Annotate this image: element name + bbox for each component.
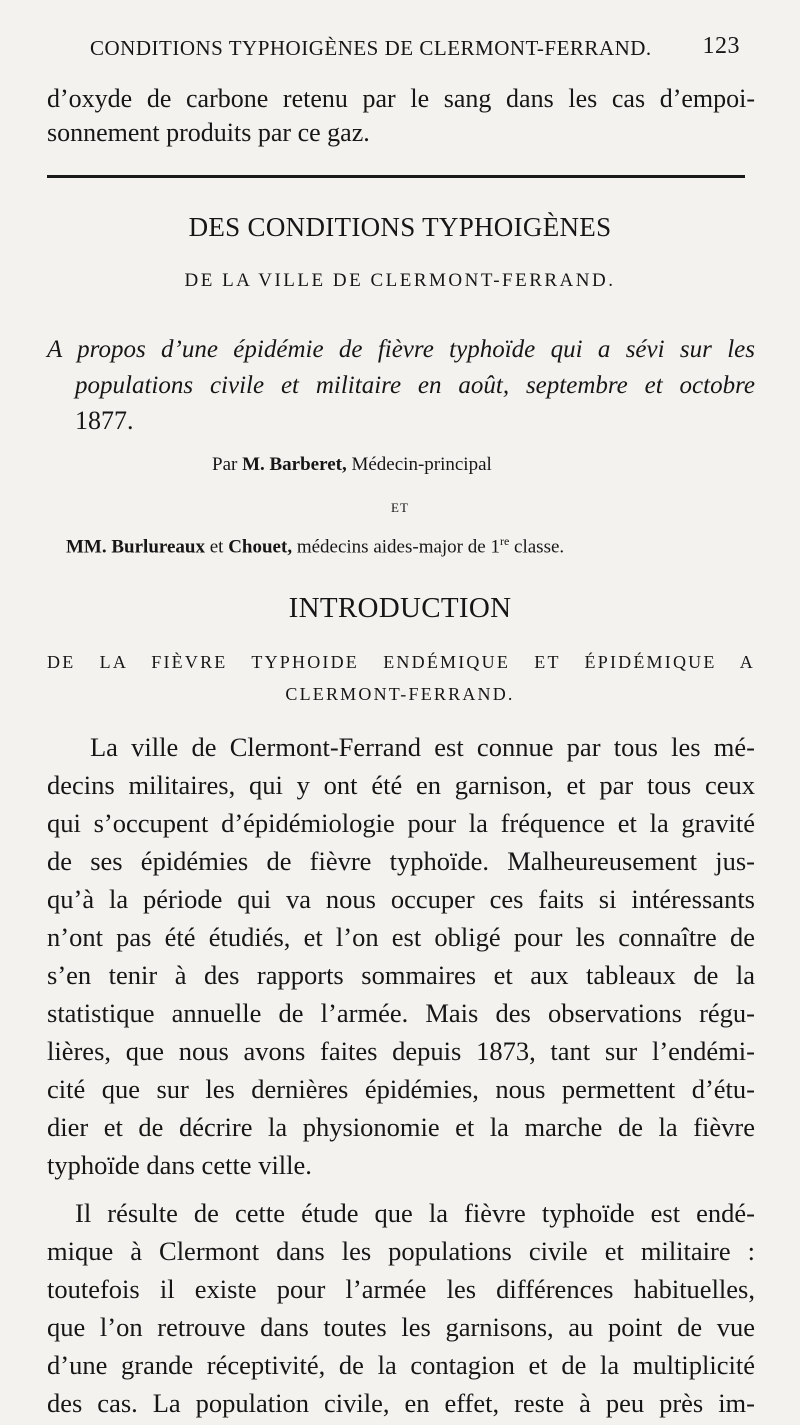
text-line: d’oxyde de carbone retenu par le sang dans les cas d’empoi- [47, 84, 755, 113]
byline-par: Par [212, 454, 238, 475]
text-line: de ses épidémies de fièvre typhoïde. Malheureusement jus- [47, 846, 755, 876]
text-line: Il résulte de cette étude que la fièvre typhoïde est endé- [75, 1198, 755, 1228]
section-title: INTRODUCTION [288, 592, 512, 624]
text-line: qui s’occupent d’épidémiologie pour la fréquence et la gravité [47, 808, 755, 838]
byline-secondary [66, 534, 564, 558]
text-line: decins militaires, qui y ont été en garnison, et par tous ceux [47, 770, 755, 800]
page-number: 123 [702, 33, 740, 59]
section-rule [47, 175, 745, 178]
text-line: lières, que nous avons faites depuis 1873, tant sur l’endémi- [47, 1036, 755, 1066]
article-title: DES CONDITIONS TYPHOIGÈNES [188, 212, 612, 242]
author-name: Chouet, [228, 536, 293, 558]
text-line: dier et de décrire la physionomie et la marche de la fièvre [47, 1112, 755, 1142]
section-subtitle-line: CLERMONT-FERRAND. [285, 684, 515, 704]
text-line: n’ont pas été étudiés, et l’on est obligé pour les connaître de [47, 922, 755, 952]
author-name: M. Barberet, [242, 454, 347, 475]
byline-conjunction: ET [391, 500, 409, 515]
author-name: MM. Burlureaux [66, 536, 205, 558]
text-line: des cas. La population civile, en effet, reste à peu près im- [47, 1388, 755, 1418]
byline-primary [212, 454, 492, 476]
section-subtitle-line: DE LA FIÈVRE TYPHOIDE ENDÉMIQUE ET ÉPIDÉMIQUE A [47, 652, 755, 672]
author-role: Médecin-principal [351, 454, 492, 475]
text-line: typhoïde dans cette ville. [47, 1150, 312, 1180]
text-line: sonnement produits par ce gaz. [47, 118, 370, 147]
author-role: médecins aides-major de 1 [296, 536, 500, 558]
running-head-title: CONDITIONS TYPHOIGÈNES DE CLERMONT-FERRAND. [90, 36, 652, 60]
text-line: que l’on retrouve dans toutes les garnisons, au point de vue [47, 1312, 755, 1342]
ordinal-superscript: re [499, 534, 510, 548]
byline-et: et [209, 536, 224, 558]
text-line: mique à Clermont dans les populations civile et militaire : [47, 1236, 755, 1266]
article-subject-line: populations civile et militaire en août, septembre et octobre [75, 372, 755, 399]
text-line: cité que sur les dernières épidémies, nous permettent d’étu- [47, 1074, 755, 1104]
text-line: statistique annuelle de l’armée. Mais des observations régu- [47, 998, 755, 1028]
text-line: s’en tenir à des rapports sommaires et aux tableaux de la [47, 960, 755, 990]
text-line: La ville de Clermont-Ferrand est connue par tous les mé- [90, 732, 755, 762]
article-subject-line: A propos d’une épidémie de fièvre typhoïde qui a sévi sur les [47, 336, 755, 363]
article-subtitle: DE LA VILLE DE CLERMONT-FERRAND. [184, 270, 616, 291]
text-line: qu’à la période qui va nous occuper ces faits si intéressants [47, 884, 755, 914]
text-line: toutefois il existe pour l’armée les différences habituelles, [47, 1274, 755, 1304]
article-subject-year: 1877. [75, 406, 134, 435]
text-line: d’une grande réceptivité, de la contagion et de la multiplicité [47, 1350, 755, 1380]
author-role-end: classe. [509, 536, 565, 558]
